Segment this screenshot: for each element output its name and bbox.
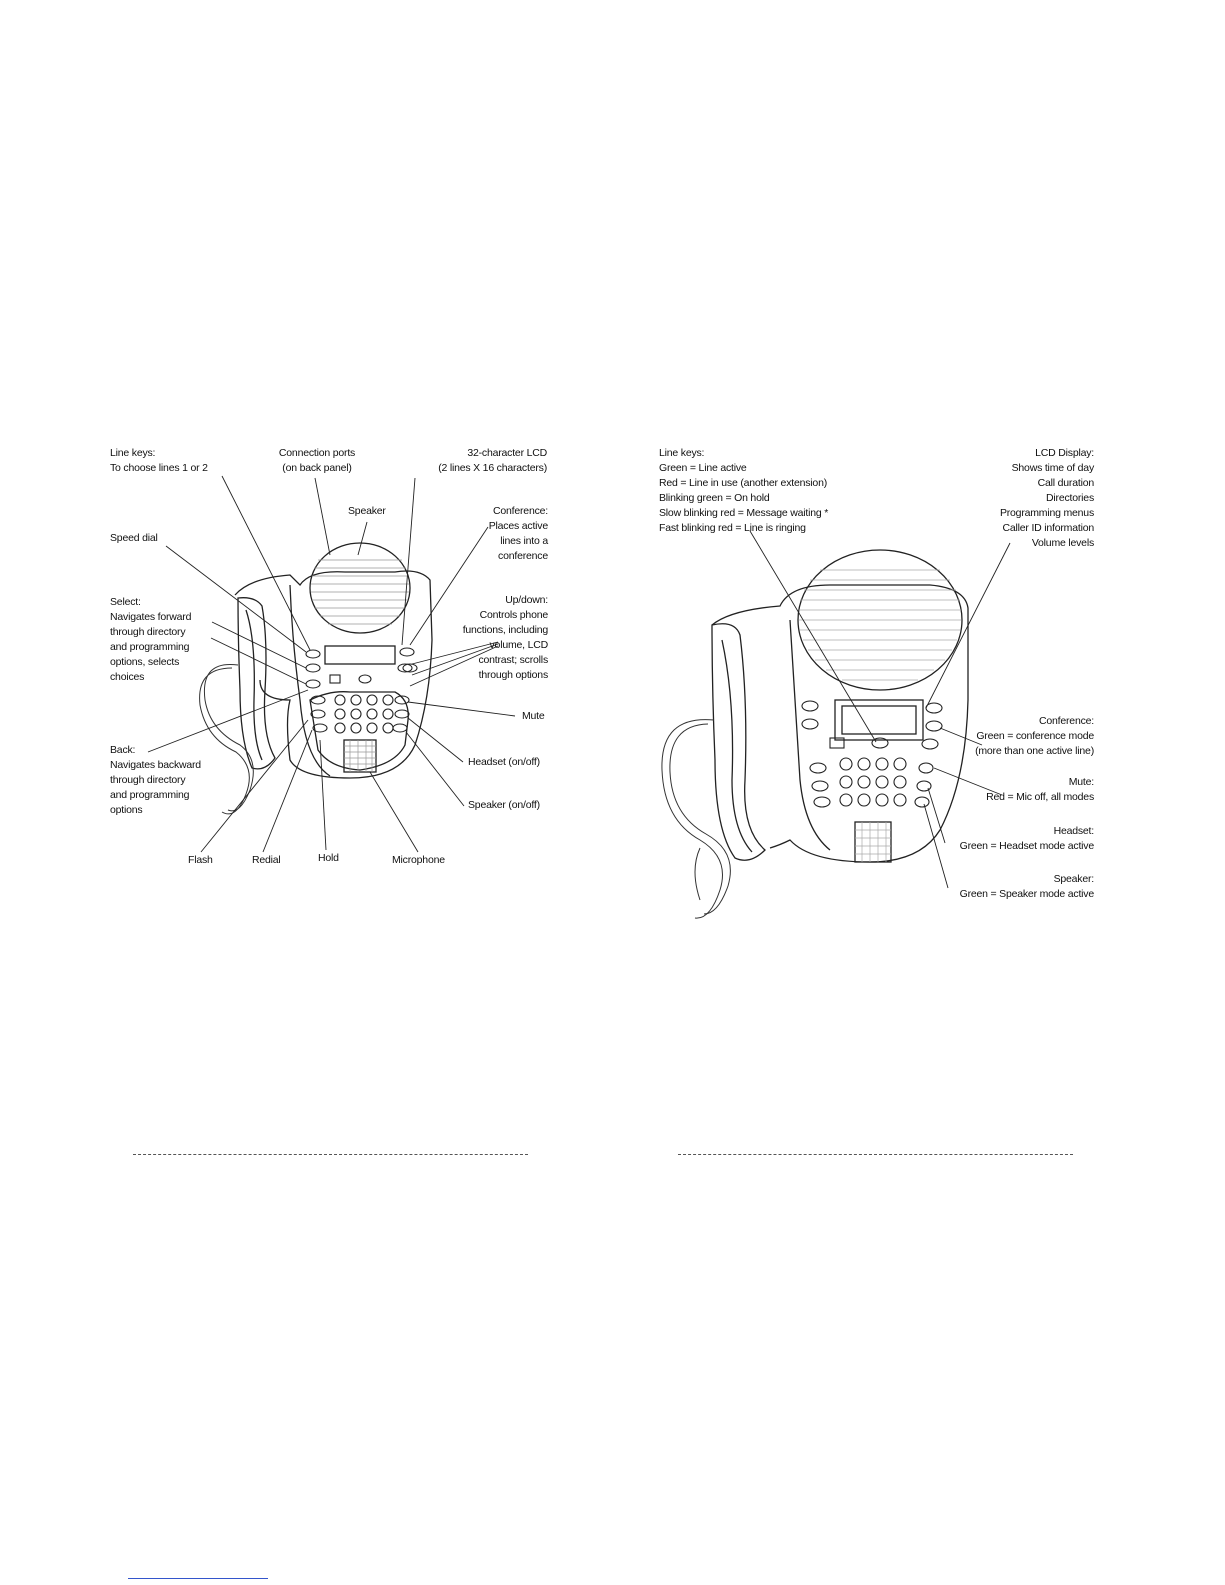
right-line-keys-title: Line keys: xyxy=(659,447,705,459)
left-hold-label: Hold xyxy=(318,852,339,864)
left-dashed-rule xyxy=(133,1154,528,1155)
right-mute-label xyxy=(940,775,1094,805)
right-line-keys-line-5: Fast blinking red = Line is ringing xyxy=(659,522,806,534)
right-speaker-label xyxy=(920,872,1094,902)
left-conference-line-2: lines into a xyxy=(500,535,548,547)
left-speaker-label: Speaker xyxy=(348,505,386,517)
left-updown-title: Up/down: xyxy=(505,594,548,606)
right-lcd-display-title: LCD Display: xyxy=(1035,447,1094,459)
left-lcd-text: (2 lines X 16 characters) xyxy=(438,462,547,474)
right-conference-title: Conference: xyxy=(1038,715,1094,727)
right-line-keys-line-2: Red = Line in use (another extension) xyxy=(659,477,828,489)
left-flash-label: Flash xyxy=(188,854,213,866)
left-conference-title: Conference: xyxy=(492,505,548,517)
left-select-line-2: through directory xyxy=(110,626,186,638)
right-lcd-display-line-5: Caller ID information xyxy=(1002,522,1094,534)
left-back-line-2: through directory xyxy=(110,774,186,786)
right-lcd-display-line-6: Volume levels xyxy=(1031,537,1094,549)
right-line-keys-line-4: Slow blinking red = Message waiting * xyxy=(659,507,829,519)
right-line-keys-line-3: Blinking green = On hold xyxy=(659,492,770,504)
right-conference-line-1: Green = conference mode xyxy=(976,730,1094,742)
left-back-line-3: and programming xyxy=(110,789,190,801)
left-microphone-label: Microphone xyxy=(392,854,445,866)
right-lcd-display-line-1: Shows time of day xyxy=(1011,462,1094,474)
left-select-line-3: and programming xyxy=(110,641,190,653)
right-line-keys-line-1: Green = Line active xyxy=(659,462,747,474)
left-updown-line-5: through options xyxy=(478,669,548,681)
left-speed-dial-label: Speed dial xyxy=(110,532,158,544)
left-updown-line-4: contrast; scrolls xyxy=(478,654,548,666)
left-back-line-1: Navigates backward xyxy=(110,759,201,771)
left-lcd-title: 32-character LCD xyxy=(467,447,547,459)
left-redial-label: Redial xyxy=(252,854,281,866)
right-lcd-display-label xyxy=(960,446,1094,551)
left-updown-line-2: functions, including xyxy=(462,624,548,636)
left-mute-label: Mute xyxy=(522,710,545,722)
left-headset-label: Headset (on/off) xyxy=(468,756,540,768)
left-conference-line-1: Places active xyxy=(488,520,548,532)
left-select-line-5: choices xyxy=(110,671,145,683)
right-speaker-text: Green = Speaker mode active xyxy=(959,888,1094,900)
right-mute-title: Mute: xyxy=(1068,776,1094,788)
left-back-line-4: options xyxy=(110,804,143,816)
left-speaker-onoff-label: Speaker (on/off) xyxy=(468,799,540,811)
left-back-title: Back: xyxy=(110,744,136,756)
left-select-line-4: options, selects xyxy=(110,656,180,668)
right-lcd-display-line-4: Programming menus xyxy=(999,507,1094,519)
left-conference-line-3: conference xyxy=(498,550,548,562)
right-lcd-display-line-2: Call duration xyxy=(1037,477,1094,489)
right-dashed-rule xyxy=(678,1154,1073,1155)
footer-link-underline[interactable] xyxy=(128,1578,268,1579)
left-select-title: Select: xyxy=(110,596,141,608)
right-line-keys-label xyxy=(659,446,828,536)
right-mute-text: Red = Mic off, all modes xyxy=(986,791,1094,803)
left-connection-ports-title: Connection ports xyxy=(278,447,356,459)
left-updown-line-3: volume, LCD xyxy=(489,639,548,651)
left-line-keys-title: Line keys: xyxy=(110,447,156,459)
right-headset-text: Green = Headset mode active xyxy=(959,840,1094,852)
right-headset-label xyxy=(920,824,1094,854)
right-speaker-title: Speaker: xyxy=(1053,873,1094,885)
right-lcd-display-line-3: Directories xyxy=(1046,492,1094,504)
left-connection-ports-text: (on back panel) xyxy=(282,462,352,474)
right-headset-title: Headset: xyxy=(1053,825,1094,837)
right-conference-line-2: (more than one active line) xyxy=(975,745,1094,757)
left-updown-line-1: Controls phone xyxy=(479,609,548,621)
left-select-line-1: Navigates forward xyxy=(110,611,192,623)
left-line-keys-text: To choose lines 1 or 2 xyxy=(110,462,208,474)
right-conference-label xyxy=(940,714,1094,759)
